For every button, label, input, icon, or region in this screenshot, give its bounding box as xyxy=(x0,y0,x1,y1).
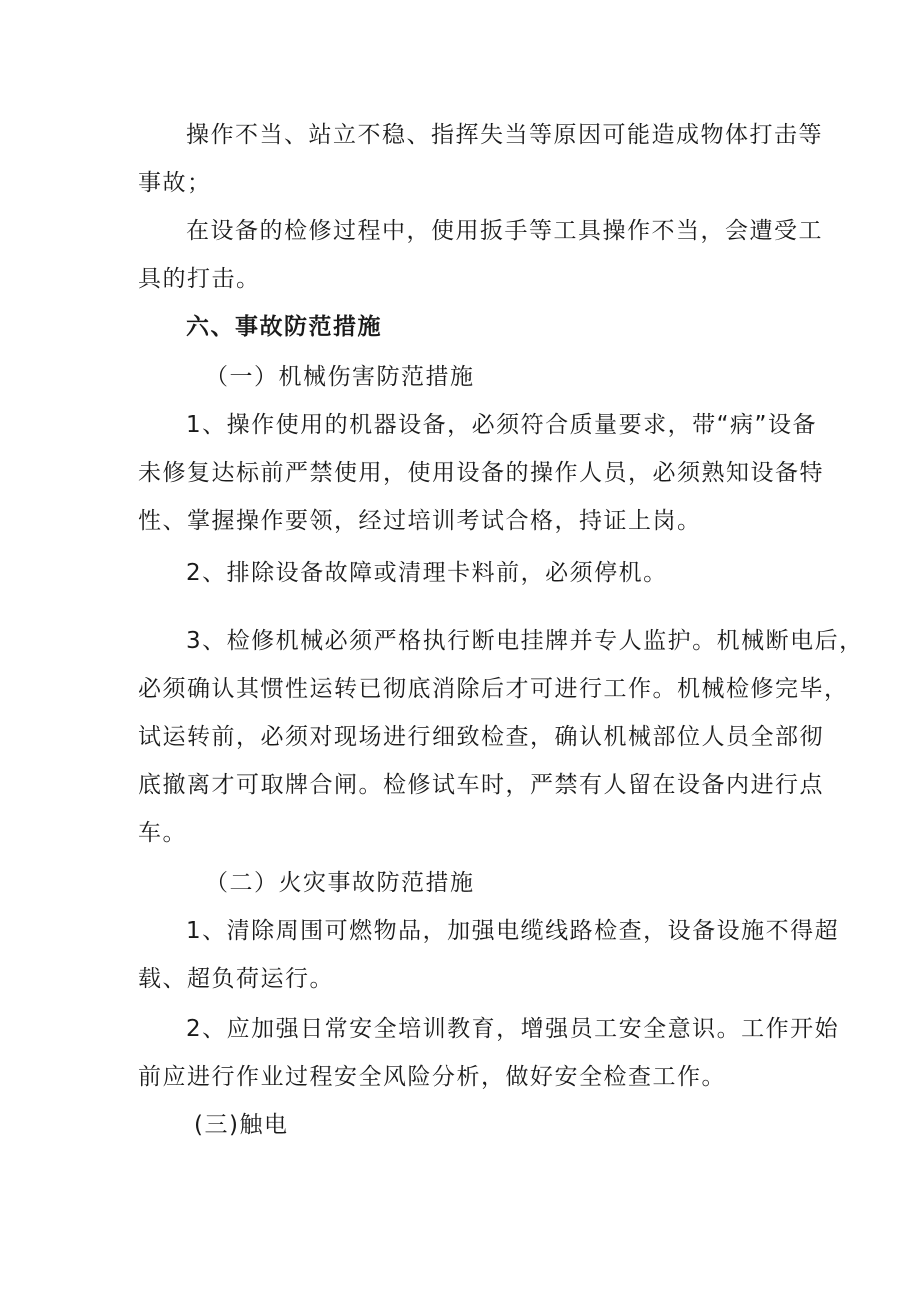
paragraph-line: 事故； xyxy=(138,170,212,196)
paragraph-line: 在设备的检修过程中，使用扳手等工具操作不当，会遭受工 xyxy=(186,218,823,244)
list-item-line: 2、应加强日常安全培训教育，增强员工安全意识。工作开始 xyxy=(186,1016,840,1042)
paragraph-line: 操作不当、站立不稳、指挥失当等原因可能造成物体打击等 xyxy=(186,122,823,148)
list-item-line: 未修复达标前严禁使用，使用设备的操作人员，必须熟知设备特 xyxy=(138,460,824,486)
list-item-line: 3、检修机械必须严格执行断电挂牌并专人监护。机械断电后， xyxy=(186,628,864,654)
paragraph-line: 具的打击。 xyxy=(138,266,261,292)
list-item-line: 底撤离才可取牌合闸。检修试车时，严禁有人留在设备内进行点 xyxy=(138,772,824,798)
list-item-line: 车。 xyxy=(138,820,187,846)
list-item-line: 试运转前，必须对现场进行细致检查，确认机械部位人员全部彻 xyxy=(138,724,824,750)
list-item-line: 性、掌握操作要领，经过培训考试合格，持证上岗。 xyxy=(138,508,702,534)
list-item-line: 2、排除设备故障或清理卡料前，必须停机。 xyxy=(186,560,668,586)
list-item-line: 1、操作使用的机器设备，必须符合质量要求，带“病”设备 xyxy=(186,412,817,438)
subsection-heading-2: （二）火灾事故防范措施 xyxy=(205,870,475,896)
list-item-line: 1、清除周围可燃物品，加强电缆线路检查，设备设施不得超 xyxy=(186,918,840,944)
list-item-line: 前应进行作业过程安全风险分析，做好安全检查工作。 xyxy=(138,1064,726,1090)
list-item-line: 载、超负荷运行。 xyxy=(138,966,334,992)
section-heading: 六、事故防范措施 xyxy=(186,314,382,340)
subsection-heading-1: （一）机械伤害防范措施 xyxy=(205,364,475,390)
list-item-line: 必须确认其惯性运转已彻底消除后才可进行工作。机械检修完毕， xyxy=(138,676,849,702)
subsection-heading-3: (三)触电 xyxy=(194,1112,289,1138)
